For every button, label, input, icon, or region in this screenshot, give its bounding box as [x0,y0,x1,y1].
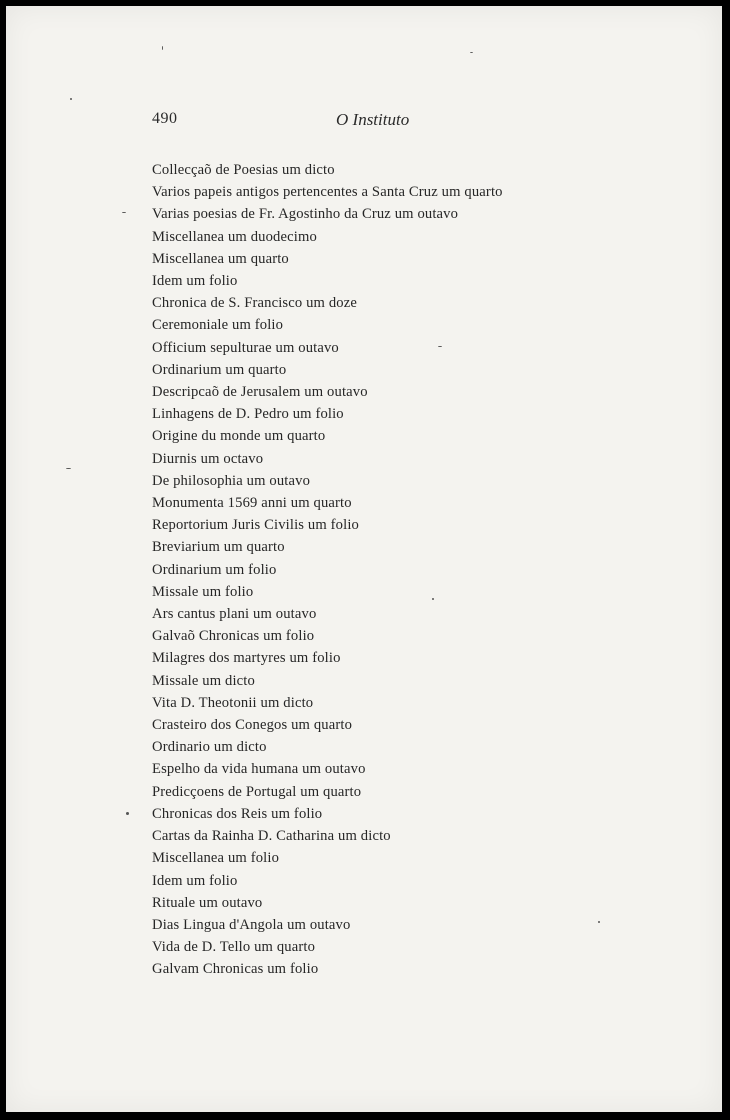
scan-speck [598,921,600,923]
list-item: Varios papeis antigos pertencentes a Santa Cruz um quarto [152,184,503,201]
list-item: Ceremoniale um folio [152,317,284,334]
list-item: Collecçaõ de Poesias um dicto [152,162,335,178]
list-item: Linhagens de D. Pedro um folio [152,406,344,423]
page-header [6,110,722,134]
scan-speck [162,46,163,50]
scan-speck [432,598,434,600]
list-item: Vida de D. Tello um quarto [152,939,316,956]
list-item: Ordinarium um quarto [152,361,287,378]
list-item: Missale um folio [152,583,254,600]
scan-speck [122,212,126,213]
scan-speck [470,52,473,53]
list-item: Varias poesias de Fr. Agostinho da Cruz um outavo [152,206,459,223]
list-item: Chronicas dos Reis um folio [152,805,323,822]
list-item: Ordinario um dicto [152,739,267,756]
list-item: Reportorium Juris Civilis um folio [152,517,359,534]
list-item: Cartas da Rainha D. Catharina um dicto [152,828,391,845]
list-item: Descripcaõ de Jerusalem um outavo [152,384,368,401]
list-item: Miscellanea um folio [152,850,280,867]
book-list [152,159,503,981]
list-item: Origine du monde um quarto [152,428,326,445]
list-item: Crasteiro dos Conegos um quarto [152,717,353,734]
scan-speck [126,812,129,815]
list-item: Dias Lingua d'Angola um outavo [152,916,351,933]
list-item: Officium sepulturae um outavo [152,339,339,356]
list-item: Galvaõ Chronicas um folio [152,628,315,645]
running-title: O Instituto [336,110,410,129]
list-item: Breviarium um quarto [152,539,285,556]
list-item: Miscellanea um quarto [152,250,289,267]
list-item: Missale um dicto [152,672,255,689]
page-number: 490 [152,110,178,127]
list-item: Galvam Chronicas um folio [152,961,319,978]
list-item: De philosophia um outavo [152,472,311,489]
scan-speck [438,346,442,347]
list-item: Miscellanea um duodecimo [152,228,317,245]
list-item: Chronica de S. Francisco um doze [152,295,358,312]
list-item: Diurnis um octavo [152,450,264,467]
list-item: Ars cantus plani um outavo [152,606,317,623]
list-item: Rituale um outavo [152,894,263,911]
list-item: Idem um folio [152,872,238,889]
list-item: Ordinarium um folio [152,561,277,578]
book-page [6,6,722,1112]
list-item: Milagres dos martyres um folio [152,650,341,667]
scan-speck [66,468,71,469]
scan-speck [70,98,72,100]
list-item: Idem um folio [152,273,238,290]
list-item: Predicçoens de Portugal um quarto [152,783,362,800]
list-item: Vita D. Theotonii um dicto [152,694,314,711]
list-item: Espelho da vida humana um outavo [152,761,366,778]
list-item: Monumenta 1569 anni um quarto [152,495,352,512]
